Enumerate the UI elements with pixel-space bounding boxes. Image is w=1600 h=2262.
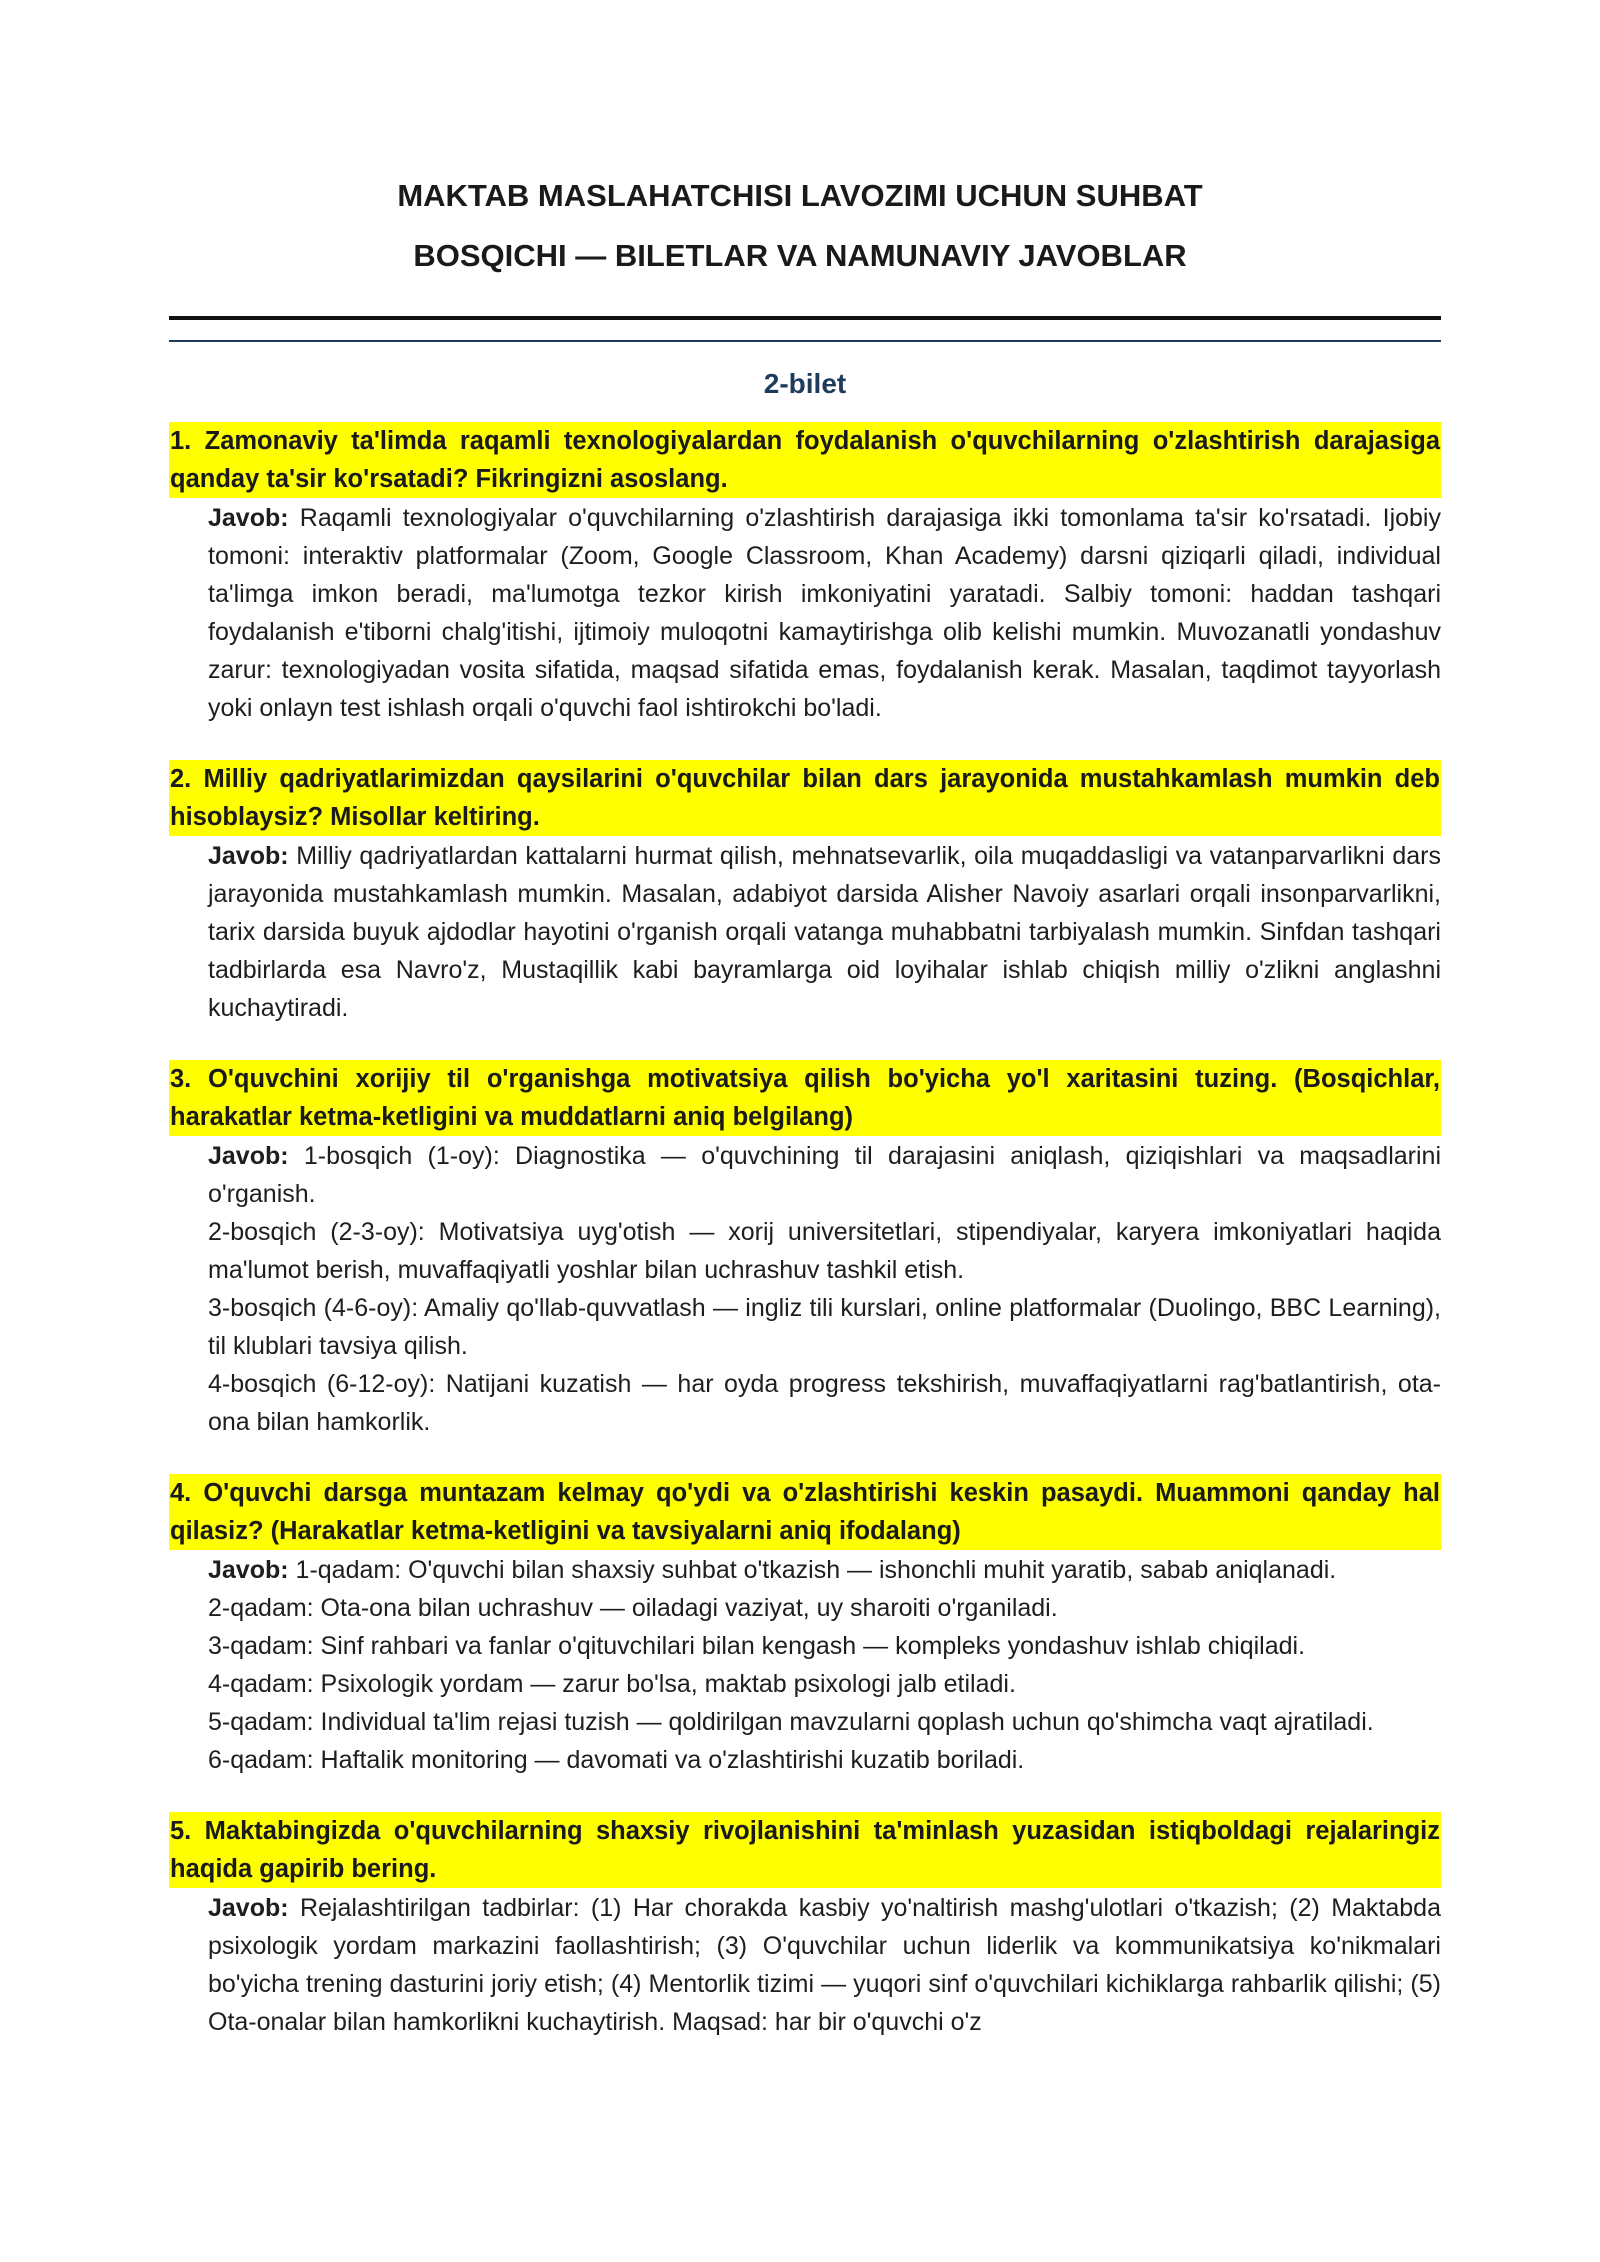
answer-line: 4-qadam: Psixologik yordam — zarur bo'lsa, maktab psixologi jalb etiladi. <box>208 1670 1016 1698</box>
title-rule-thick <box>169 316 1441 320</box>
answer-label: Javob: <box>208 1556 289 1584</box>
qa-item-2 <box>169 760 1441 1027</box>
answer-line: 2-qadam: Ota-ona bilan uchrashuv — oiladagi vaziyat, uy sharoiti o'rganiladi. <box>208 1594 1058 1622</box>
answer-label: Javob: <box>208 1894 289 1922</box>
answer-line: 3-qadam: Sinf rahbari va fanlar o'qituvchilari bilan kengash — kompleks yondashuv ishlab chiqiladi. <box>208 1632 1306 1660</box>
answer-5 <box>169 1889 1441 2041</box>
question-3: 3. O'quvchini xorijiy til o'rganishga motivatsiya qilish bo'yicha yo'l xaritasini tuzing. (Bosqichlar, harakatlar ketma-ketligini va muddatlarni aniq belgilang) <box>169 1060 1441 1136</box>
answer-line: 6-qadam: Haftalik monitoring — davomati va o'zlashtirishi kuzatib boriladi. <box>208 1746 1025 1774</box>
qa-item-4 <box>169 1474 1441 1779</box>
document-title <box>0 166 1600 286</box>
qa-item-5 <box>169 1812 1441 2041</box>
answer-text: 1-qadam: O'quvchi bilan shaxsiy suhbat o'tkazish — ishonchli muhit yaratib, sabab aniqlanadi. <box>295 1556 1337 1584</box>
question-5: 5. Maktabingizda o'quvchilarning shaxsiy rivojlanishini ta'minlash yuzasidan istiqboldagi rejalaringiz haqida gapirib bering. <box>169 1812 1441 1888</box>
answer-line: 2-bosqich (2-3-oy): Motivatsiya uyg'otish — xorij universitetlari, stipendiyalar, karyera imkoniyatlari haqida ma'lumot berish, muvaffaqiyatli yoshlar bilan uchrashuv tashkil etish. <box>208 1218 1441 1284</box>
answer-1 <box>169 499 1441 727</box>
qa-item-1 <box>169 422 1441 727</box>
answer-label: Javob: <box>208 1142 289 1170</box>
document-body <box>169 360 1441 2074</box>
answer-label: Javob: <box>208 504 289 532</box>
title-rule-thin <box>169 340 1441 342</box>
answer-line: 3-bosqich (4-6-oy): Amaliy qo'llab-quvvatlash — ingliz tili kurslari, online platformalar (Duolingo, BBC Learning), til klublari tavsiya qilish. <box>208 1294 1441 1360</box>
answer-label: Javob: <box>208 842 289 870</box>
ticket-heading: 2-bilet <box>763 368 847 399</box>
answer-3 <box>169 1137 1441 1441</box>
question-2: 2. Milliy qadriyatlarimizdan qaysilarini o'quvchilar bilan dars jarayonida mustahkamlash mumkin deb hisoblaysiz? Misollar keltiring. <box>169 760 1441 836</box>
answer-line: 4-bosqich (6-12-oy): Natijani kuzatish — har oyda progress tekshirish, muvaffaqiyatlarni rag'batlantirish, ota-ona bilan hamkorlik. <box>208 1370 1441 1436</box>
answer-text: Raqamli texnologiyalar o'quvchilarning o'zlashtirish darajasiga ikki tomonlama ta'sir ko'rsatadi. Ijobiy tomoni: interaktiv platformalar (Zoom, Google Classroom, Khan Academy) darsni qiziqarli qiladi, individual ta'limga imkon beradi, ma'lumotga tezkor kirish imkoniyatini yaratadi. Salbiy tomoni: haddan tashqari foydalanish e'tiborni chalg'itishi, ijtimoiy muloqotni kamaytirishga olib kelishi mumkin. Muvozanatli yondashuv zarur: texnologiyadan vosita sifatida, maqsad sifatida emas, foydalanish kerak. Masalan, taqdimot tayyorlash yoki onlayn test ishlash orqali o'quvchi faol ishtirokchi bo'ladi. <box>208 504 1441 722</box>
title-line-1: MAKTAB MASLAHATCHISI LAVOZIMI UCHUN SUHBAT <box>397 178 1203 213</box>
answer-2 <box>169 837 1441 1027</box>
question-1: 1. Zamonaviy ta'limda raqamli texnologiyalardan foydalanish o'quvchilarning o'zlashtirish darajasiga qanday ta'sir ko'rsatadi? Fikringizni asoslang. <box>169 422 1441 498</box>
answer-line: 5-qadam: Individual ta'lim rejasi tuzish — qoldirilgan mavzularni qoplash uchun qo'shimcha vaqt ajratiladi. <box>208 1708 1374 1736</box>
answer-4 <box>169 1551 1441 1779</box>
qa-item-3 <box>169 1060 1441 1441</box>
answer-text: Milliy qadriyatlardan kattalarni hurmat qilish, mehnatsevarlik, oila muqaddasligi va vatanparvarlikni dars jarayonida mustahkamlash mumkin. Masalan, adabiyot darsida Alisher Navoiy asarlari orqali insonparvarlikni, tarix darsida buyuk ajdodlar hayotini o'rganish orqali vatanga muhabbatni tarbiyalash mumkin. Sinfdan tashqari tadbirlarda esa Navro'z, Mustaqillik kabi bayramlarga oid loyihalar ishlab chiqish milliy o'zlikni anglashni kuchaytiradi. <box>208 842 1441 1022</box>
answer-text: 1-bosqich (1-oy): Diagnostika — o'quvchining til darajasini aniqlash, qiziqishlari va maqsadlarini o'rganish. <box>208 1142 1442 1208</box>
question-4: 4. O'quvchi darsga muntazam kelmay qo'ydi va o'zlashtirishi keskin pasaydi. Muammoni qanday hal qilasiz? (Harakatlar ketma-ketligini va tavsiyalarni aniq ifodalang) <box>169 1474 1441 1550</box>
answer-text: Rejalashtirilgan tadbirlar: (1) Har chorakda kasbiy yo'naltirish mashg'ulotlari o'tkazish; (2) Maktabda psixologik yordam markazini faollashtirish; (3) O'quvchilar uchun liderlik va kommunikatsiya ko'nikmalari bo'yicha trening dasturini joriy etish; (4) Mentorlik tizimi — yuqori sinf o'quvchilari kichiklarga rahbarlik qilishi; (5) Ota-onalar bilan hamkorlikni kuchaytirish. Maqsad: har bir o'quvchi o'z <box>208 1894 1441 2036</box>
title-line-2: BOSQICHI — BILETLAR VA NAMUNAVIY JAVOBLAR <box>413 238 1187 273</box>
